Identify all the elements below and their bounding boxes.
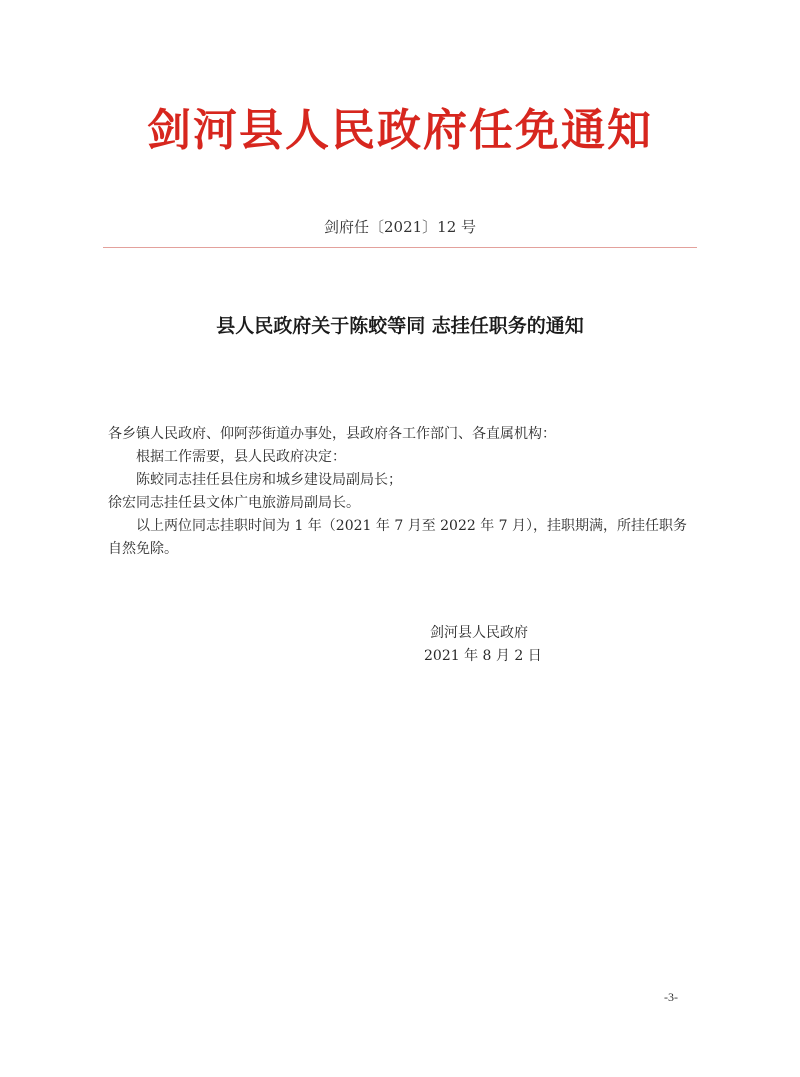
page-number: -3- — [664, 990, 678, 1004]
signature-issuer: 剑河县人民政府 — [430, 625, 528, 641]
notice-paragraph: 徐宏同志挂任县文体广电旅游局副局长。 — [108, 495, 360, 511]
notice-addressee: 各乡镇人民政府、仰阿莎街道办事处，县政府各工作部门、各直属机构： — [108, 426, 556, 442]
signature-date: 2021 年 8 月 2 日 — [424, 648, 542, 664]
header-divider — [103, 247, 697, 248]
notice-title: 县人民政府关于陈蛟等同 志挂任职务的通知 — [216, 315, 584, 337]
notice-paragraph: 陈蛟同志挂任县住房和城乡建设局副局长； — [136, 472, 402, 488]
signature-block — [424, 622, 542, 668]
notice-body — [108, 423, 698, 561]
document-header-title: 剑河县人民政府任免通知 — [147, 105, 653, 156]
notice-paragraph: 根据工作需要，县人民政府决定： — [136, 449, 346, 465]
notice-paragraph: 以上两位同志挂职时间为 1 年（2021 年 7 月至 2022 年 7 月），挂职期满，所挂任职务自然免除。 — [108, 518, 688, 557]
document-number: 剑府任〔2021〕12 号 — [323, 218, 477, 236]
